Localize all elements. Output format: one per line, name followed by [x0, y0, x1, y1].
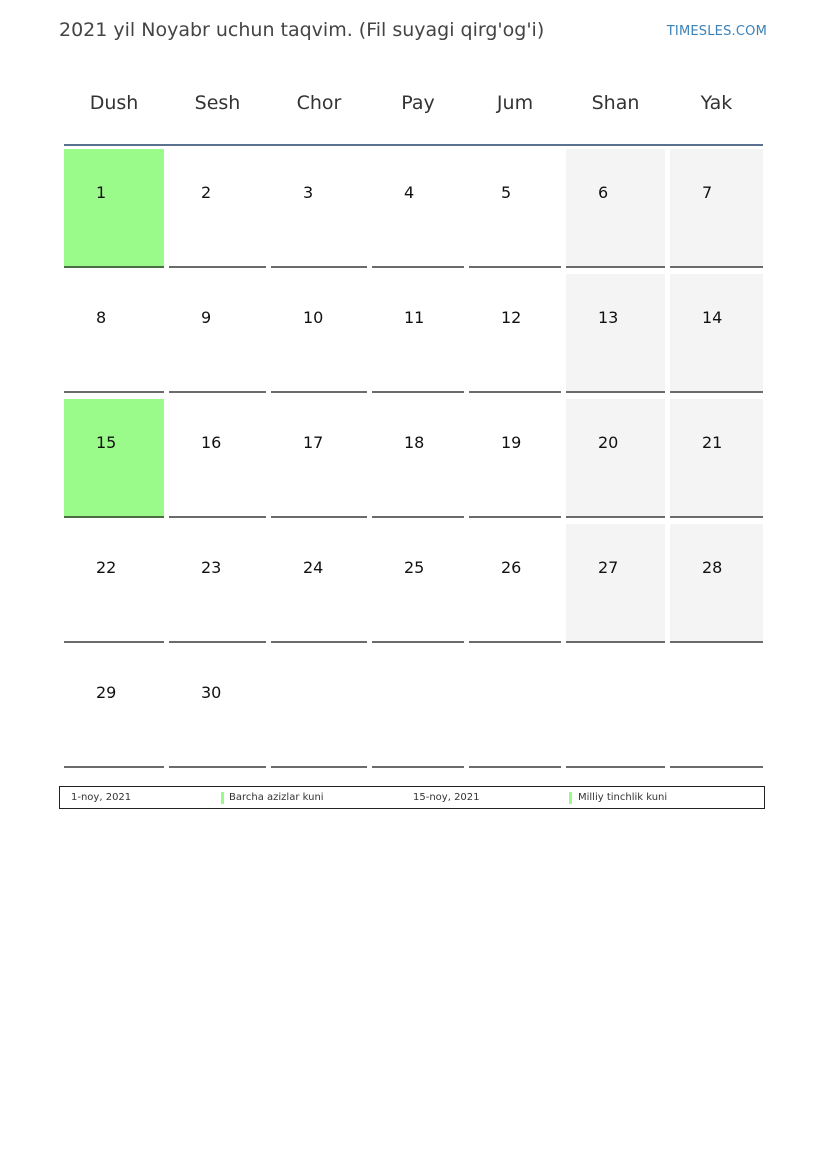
- day-number: 10: [303, 308, 324, 327]
- legend-color-marker: [569, 792, 572, 804]
- day-cell: [169, 649, 266, 768]
- day-cell: [169, 274, 266, 393]
- day-number: 11: [404, 308, 425, 327]
- day-cell: [271, 274, 367, 393]
- day-cell: [566, 149, 665, 268]
- day-number: 15: [96, 433, 117, 452]
- day-number: 8: [96, 308, 107, 327]
- weekday-label: Pay: [401, 92, 435, 114]
- day-number: 26: [501, 558, 522, 577]
- day-number: 24: [303, 558, 324, 577]
- empty-day-cell: [271, 649, 367, 768]
- day-number: 1: [96, 183, 107, 202]
- day-number: 27: [598, 558, 619, 577]
- weekday-label: Dush: [89, 92, 139, 114]
- legend-date: 15-noy, 2021: [413, 792, 480, 803]
- day-cell: [670, 399, 763, 518]
- day-cell: [372, 149, 464, 268]
- holiday-legend: [59, 786, 765, 809]
- empty-day-cell: [372, 649, 464, 768]
- legend-holiday-name: Barcha azizlar kuni: [229, 792, 324, 803]
- weekday-label: Jum: [496, 92, 534, 114]
- weekday-label: Chor: [296, 92, 342, 114]
- day-cell: [670, 524, 763, 643]
- day-number: 5: [501, 183, 512, 202]
- day-number: 25: [404, 558, 425, 577]
- day-cell: [64, 149, 164, 268]
- day-cell: [566, 274, 665, 393]
- day-cell: [566, 399, 665, 518]
- day-cell: [372, 399, 464, 518]
- day-number: 20: [598, 433, 619, 452]
- page-title: 2021 yil Noyabr uchun taqvim. (Fil suyagi qirg'og'i): [59, 19, 545, 41]
- day-number: 13: [598, 308, 619, 327]
- calendar: [64, 82, 763, 702]
- day-number: 17: [303, 433, 324, 452]
- day-number: 21: [702, 433, 723, 452]
- day-cell: [271, 399, 367, 518]
- day-cell: [670, 149, 763, 268]
- day-cell: [169, 524, 266, 643]
- day-cell: [372, 274, 464, 393]
- empty-day-cell: [670, 649, 763, 768]
- day-number: 3: [303, 183, 314, 202]
- day-number: 6: [598, 183, 609, 202]
- day-number: 28: [702, 558, 723, 577]
- weekday-label: Shan: [591, 92, 640, 114]
- day-number: 19: [501, 433, 522, 452]
- day-number: 22: [96, 558, 117, 577]
- day-number: 14: [702, 308, 723, 327]
- day-number: 2: [201, 183, 212, 202]
- empty-day-cell: [566, 649, 665, 768]
- legend-date: 1-noy, 2021: [71, 792, 132, 803]
- day-cell: [169, 399, 266, 518]
- day-cell: [566, 524, 665, 643]
- legend-holiday-name: Milliy tinchlik kuni: [578, 792, 668, 803]
- day-number: 29: [96, 683, 117, 702]
- day-cell: [469, 274, 561, 393]
- day-cell: [372, 524, 464, 643]
- brand-link[interactable]: TIMESLES.COM: [666, 24, 767, 39]
- weekday-label: Yak: [700, 92, 733, 114]
- weekday-label: Sesh: [194, 92, 241, 114]
- day-cell: [271, 149, 367, 268]
- day-cell: [469, 149, 561, 268]
- day-number: 7: [702, 183, 713, 202]
- empty-day-cell: [469, 649, 561, 768]
- day-number: 18: [404, 433, 425, 452]
- day-cell: [169, 149, 266, 268]
- day-number: 12: [501, 308, 522, 327]
- day-cell: [469, 399, 561, 518]
- weekday-header: [64, 82, 763, 146]
- day-cell: [64, 649, 164, 768]
- day-number: 9: [201, 308, 212, 327]
- day-cell: [670, 274, 763, 393]
- day-cell: [64, 399, 164, 518]
- day-number: 23: [201, 558, 222, 577]
- day-number: 30: [201, 683, 222, 702]
- day-cell: [64, 274, 164, 393]
- day-number: 4: [404, 183, 415, 202]
- day-cell: [469, 524, 561, 643]
- day-cell: [271, 524, 367, 643]
- legend-color-marker: [221, 792, 224, 804]
- day-cell: [64, 524, 164, 643]
- day-number: 16: [201, 433, 222, 452]
